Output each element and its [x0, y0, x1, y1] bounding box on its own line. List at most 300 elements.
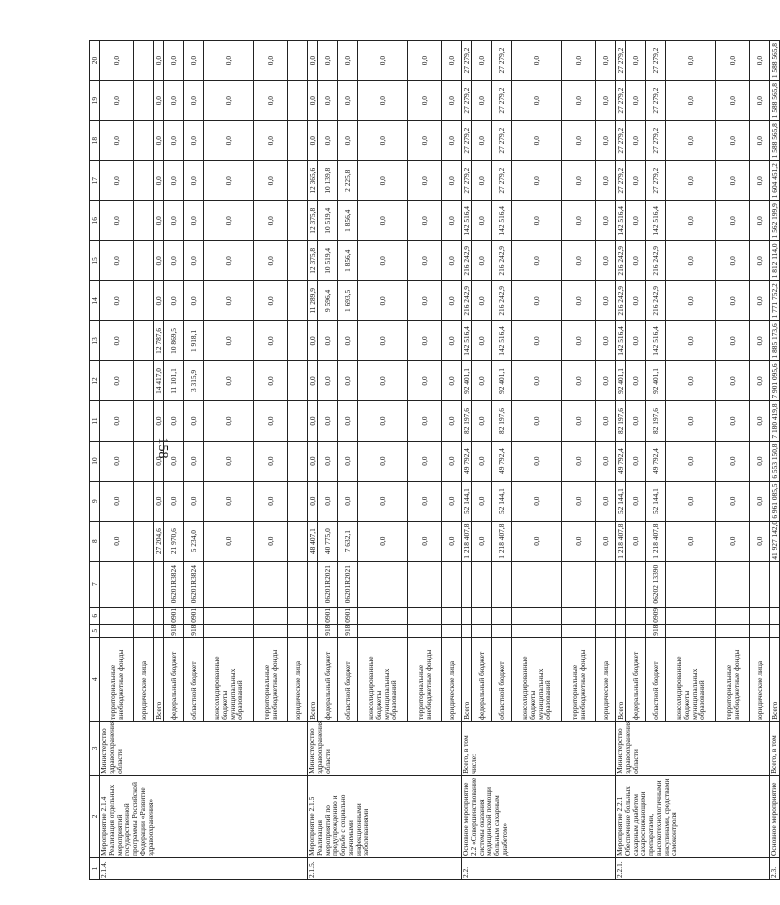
funding-source: консолидированные бюджеты муниципальных образований — [358, 637, 408, 721]
amount-cell: 0,0 — [338, 321, 358, 361]
amount-cell: 0,0 — [596, 481, 616, 521]
amount-cell: 0,0 — [512, 41, 562, 81]
amount-cell: 0,0 — [472, 481, 492, 521]
funding-source: федеральный бюджет — [472, 637, 492, 721]
amount-cell: 1 856,4 — [338, 201, 358, 241]
amount-cell: 0,0 — [338, 401, 358, 441]
amount-cell: 92 401,1 — [646, 361, 666, 401]
amount-cell: 216 242,9 — [492, 241, 512, 281]
amount-cell: 0,0 — [512, 321, 562, 361]
amount-cell: 0,0 — [318, 481, 338, 521]
code-grbs — [596, 624, 616, 637]
amount-cell: 0,0 — [666, 281, 716, 321]
amount-cell: 0,0 — [100, 121, 134, 161]
funding-source: Всего — [308, 637, 318, 721]
amount-cell: 0,0 — [626, 121, 646, 161]
amount-cell: 0,0 — [626, 161, 646, 201]
amount-cell: 0,0 — [254, 241, 288, 281]
amount-cell: 0,0 — [596, 121, 616, 161]
amount-cell: 0,0 — [204, 241, 254, 281]
amount-cell: 49 792,4 — [462, 441, 472, 481]
item-number: 2.2. — [462, 857, 616, 879]
amount-cell: 1 812 114,0 — [770, 241, 780, 281]
code-grbs — [492, 624, 512, 637]
amount-cell: 3 315,9 — [184, 361, 204, 401]
amount-cell: 0,0 — [408, 361, 442, 401]
amount-cell: 0,0 — [308, 121, 318, 161]
amount-cell: 1 218 407,8 — [646, 521, 666, 561]
column-number-7: 7 — [90, 561, 100, 607]
amount-cell — [288, 481, 308, 521]
amount-cell — [134, 401, 154, 441]
amount-cell: 0,0 — [100, 281, 134, 321]
amount-cell: 0,0 — [472, 521, 492, 561]
amount-cell: 6 553 150,8 — [770, 441, 780, 481]
amount-cell: 0,0 — [308, 81, 318, 121]
amount-cell: 27 279,2 — [646, 81, 666, 121]
amount-cell — [288, 121, 308, 161]
code-grbs — [442, 624, 462, 637]
amount-cell: 82 197,6 — [462, 401, 472, 441]
amount-cell: 0,0 — [254, 161, 288, 201]
column-number-20: 20 — [90, 41, 100, 81]
code-section — [100, 607, 134, 624]
amount-cell — [134, 81, 154, 121]
code-target — [254, 561, 288, 607]
amount-cell — [288, 361, 308, 401]
code-section — [770, 607, 780, 624]
funding-source: юридические лица — [750, 637, 770, 721]
amount-cell: 0,0 — [408, 281, 442, 321]
amount-cell: 0,0 — [154, 201, 164, 241]
item-name: Основное мероприятие — [770, 775, 780, 857]
amount-cell: 0,0 — [154, 441, 164, 481]
funding-source: юридические лица — [442, 637, 462, 721]
amount-cell — [134, 321, 154, 361]
amount-cell: 0,0 — [204, 401, 254, 441]
amount-cell: 1 588 565,8 — [770, 81, 780, 121]
code-section — [308, 607, 318, 624]
item-executor: Министерство здравоохранения области — [616, 721, 770, 775]
amount-cell: 1 218 407,8 — [492, 521, 512, 561]
amount-cell: 0,0 — [408, 481, 442, 521]
code-section: 0901 — [318, 607, 338, 624]
amount-cell: 0,0 — [716, 121, 750, 161]
amount-cell: 0,0 — [472, 41, 492, 81]
amount-cell: 27 279,2 — [616, 121, 626, 161]
code-target — [596, 561, 616, 607]
amount-cell: 0,0 — [184, 201, 204, 241]
amount-cell: 0,0 — [154, 121, 164, 161]
amount-cell: 0,0 — [154, 481, 164, 521]
amount-cell: 0,0 — [562, 121, 596, 161]
amount-cell: 0,0 — [100, 161, 134, 201]
amount-cell: 0,0 — [100, 81, 134, 121]
amount-cell: 0,0 — [254, 441, 288, 481]
code-grbs — [512, 624, 562, 637]
amount-cell: 0,0 — [472, 441, 492, 481]
code-target — [134, 561, 154, 607]
column-number-2: 2 — [90, 775, 100, 857]
amount-cell: 0,0 — [666, 481, 716, 521]
funding-source: территориальные внебюджетные фонды — [254, 637, 288, 721]
amount-cell: 0,0 — [408, 201, 442, 241]
amount-cell: 0,0 — [254, 481, 288, 521]
amount-cell: 0,0 — [626, 41, 646, 81]
amount-cell: 0,0 — [716, 321, 750, 361]
item-name: Основное мероприятие 2.2 «Совершенствование системы оказания медицинской помощи больным сахарным диабетом» — [462, 775, 616, 857]
amount-cell: 0,0 — [204, 361, 254, 401]
amount-cell: 0,0 — [512, 121, 562, 161]
amount-cell: 0,0 — [338, 481, 358, 521]
code-grbs — [562, 624, 596, 637]
amount-cell: 0,0 — [626, 521, 646, 561]
amount-cell: 1 604 451,2 — [770, 161, 780, 201]
item-name: Мероприятие 2.2.1 Обеспечение больных сахарным диабетом сахароснижающими препаратами, высокотехнологичными инсулинами, средствами самоконтроля — [616, 775, 770, 857]
amount-cell — [134, 121, 154, 161]
amount-cell: 0,0 — [626, 401, 646, 441]
amount-cell: 216 242,9 — [616, 241, 626, 281]
amount-cell: 0,0 — [750, 361, 770, 401]
amount-cell: 9 596,4 — [318, 281, 338, 321]
amount-cell: 0,0 — [254, 81, 288, 121]
column-number-16: 16 — [90, 201, 100, 241]
amount-cell: 0,0 — [562, 441, 596, 481]
item-number: 2.1.4. — [100, 857, 308, 879]
amount-cell: 216 242,9 — [462, 281, 472, 321]
amount-cell: 0,0 — [512, 521, 562, 561]
column-number-1: 1 — [90, 857, 100, 879]
column-number-19: 19 — [90, 81, 100, 121]
funding-source: Всего — [770, 637, 780, 721]
code-target — [562, 561, 596, 607]
amount-cell: 0,0 — [716, 481, 750, 521]
table-row — [770, 41, 780, 880]
amount-cell: 27 279,2 — [616, 41, 626, 81]
amount-cell: 0,0 — [716, 401, 750, 441]
amount-cell: 0,0 — [562, 361, 596, 401]
funding-source: территориальные внебюджетные фонды — [408, 637, 442, 721]
amount-cell: 0,0 — [408, 401, 442, 441]
amount-cell: 0,0 — [666, 321, 716, 361]
amount-cell: 0,0 — [626, 361, 646, 401]
code-target: 06202 13390 — [646, 561, 666, 607]
amount-cell: 0,0 — [100, 481, 134, 521]
amount-cell: 0,0 — [408, 321, 442, 361]
amount-cell: 0,0 — [164, 81, 184, 121]
amount-cell: 0,0 — [626, 481, 646, 521]
code-target — [716, 561, 750, 607]
amount-cell: 0,0 — [472, 121, 492, 161]
amount-cell: 0,0 — [164, 441, 184, 481]
amount-cell: 0,0 — [100, 201, 134, 241]
amount-cell: 0,0 — [204, 201, 254, 241]
amount-cell: 216 242,9 — [646, 241, 666, 281]
amount-cell: 27 279,2 — [492, 161, 512, 201]
amount-cell: 0,0 — [358, 121, 408, 161]
amount-cell: 27 279,2 — [462, 41, 472, 81]
table-row — [308, 41, 318, 880]
code-target — [100, 561, 134, 607]
code-target: 06201R3824 — [184, 561, 204, 607]
amount-cell: 0,0 — [308, 321, 318, 361]
amount-cell: 0,0 — [254, 361, 288, 401]
code-target — [358, 561, 408, 607]
amount-cell: 0,0 — [562, 401, 596, 441]
amount-cell: 82 197,6 — [616, 401, 626, 441]
code-grbs — [254, 624, 288, 637]
amount-cell: 27 279,2 — [646, 41, 666, 81]
amount-cell: 0,0 — [666, 241, 716, 281]
code-section — [358, 607, 408, 624]
amount-cell: 0,0 — [308, 41, 318, 81]
amount-cell: 0,0 — [716, 241, 750, 281]
amount-cell: 0,0 — [442, 281, 462, 321]
amount-cell: 0,0 — [442, 481, 462, 521]
amount-cell: 0,0 — [408, 161, 442, 201]
column-number-18: 18 — [90, 121, 100, 161]
code-grbs — [408, 624, 442, 637]
amount-cell: 0,0 — [100, 521, 134, 561]
item-executor: Министерство здравоохранения области — [308, 721, 462, 775]
amount-cell: 0,0 — [154, 241, 164, 281]
amount-cell: 0,0 — [358, 281, 408, 321]
amount-cell: 1 588 565,8 — [770, 121, 780, 161]
amount-cell: 0,0 — [184, 81, 204, 121]
amount-cell: 0,0 — [308, 401, 318, 441]
code-section — [462, 607, 472, 624]
code-section — [442, 607, 462, 624]
amount-cell: 0,0 — [596, 241, 616, 281]
amount-cell — [134, 521, 154, 561]
code-grbs: 918 — [338, 624, 358, 637]
amount-cell: 0,0 — [204, 281, 254, 321]
column-number-5: 5 — [90, 624, 100, 637]
amount-cell: 0,0 — [562, 321, 596, 361]
code-grbs — [472, 624, 492, 637]
amount-cell: 0,0 — [254, 201, 288, 241]
code-grbs — [204, 624, 254, 637]
amount-cell: 0,0 — [318, 441, 338, 481]
column-number-15: 15 — [90, 241, 100, 281]
funding-source: территориальные внебюджетные фонды — [562, 637, 596, 721]
budget-table — [89, 40, 780, 880]
amount-cell: 0,0 — [626, 281, 646, 321]
code-target — [308, 561, 318, 607]
amount-cell: 0,0 — [750, 441, 770, 481]
amount-cell: 0,0 — [626, 81, 646, 121]
code-grbs — [666, 624, 716, 637]
amount-cell: 0,0 — [100, 241, 134, 281]
amount-cell: 142 516,4 — [462, 201, 472, 241]
amount-cell — [134, 201, 154, 241]
amount-cell: 0,0 — [184, 281, 204, 321]
amount-cell: 0,0 — [358, 161, 408, 201]
amount-cell: 0,0 — [442, 41, 462, 81]
amount-cell: 27 279,2 — [492, 81, 512, 121]
amount-cell: 0,0 — [184, 41, 204, 81]
amount-cell: 1 588 565,8 — [770, 41, 780, 81]
amount-cell: 0,0 — [626, 321, 646, 361]
amount-cell: 27 204,6 — [154, 521, 164, 561]
code-target — [512, 561, 562, 607]
amount-cell: 142 516,4 — [462, 321, 472, 361]
column-number-8: 8 — [90, 521, 100, 561]
amount-cell — [288, 521, 308, 561]
code-section — [512, 607, 562, 624]
code-section: 0901 — [184, 607, 204, 624]
amount-cell: 0,0 — [562, 161, 596, 201]
amount-cell: 82 197,6 — [492, 401, 512, 441]
amount-cell: 92 401,1 — [616, 361, 626, 401]
code-section — [254, 607, 288, 624]
funding-source: областной бюджет — [338, 637, 358, 721]
code-grbs — [716, 624, 750, 637]
amount-cell: 1 771 752,2 — [770, 281, 780, 321]
amount-cell: 0,0 — [666, 41, 716, 81]
amount-cell: 216 242,9 — [462, 241, 472, 281]
amount-cell: 216 242,9 — [616, 281, 626, 321]
code-grbs — [626, 624, 646, 637]
amount-cell: 27 279,2 — [616, 161, 626, 201]
amount-cell: 27 279,2 — [646, 121, 666, 161]
amount-cell: 0,0 — [154, 401, 164, 441]
amount-cell: 0,0 — [596, 401, 616, 441]
table-row — [616, 41, 626, 880]
amount-cell: 0,0 — [750, 81, 770, 121]
table-row — [462, 41, 472, 880]
amount-cell: 1 693,5 — [338, 281, 358, 321]
code-grbs: 918 — [318, 624, 338, 637]
amount-cell: 1 218 407,8 — [462, 521, 472, 561]
amount-cell: 0,0 — [318, 361, 338, 401]
amount-cell: 0,0 — [318, 401, 338, 441]
amount-cell — [134, 161, 154, 201]
amount-cell: 0,0 — [204, 41, 254, 81]
column-number-9: 9 — [90, 481, 100, 521]
amount-cell: 0,0 — [716, 281, 750, 321]
code-section — [716, 607, 750, 624]
item-name: Мероприятие 2.1.4 Реализация отдельных мероприятий государственной программы Российской Федерации «Развитие здравоохранения» — [100, 775, 308, 857]
column-number-14: 14 — [90, 281, 100, 321]
amount-cell: 0,0 — [358, 361, 408, 401]
amount-cell: 0,0 — [164, 121, 184, 161]
amount-cell: 0,0 — [204, 481, 254, 521]
amount-cell: 0,0 — [408, 41, 442, 81]
code-section — [134, 607, 154, 624]
amount-cell: 0,0 — [338, 41, 358, 81]
amount-cell: 0,0 — [750, 161, 770, 201]
amount-cell: 0,0 — [100, 321, 134, 361]
amount-cell: 14 417,0 — [154, 361, 164, 401]
amount-cell: 0,0 — [408, 121, 442, 161]
amount-cell: 0,0 — [358, 481, 408, 521]
amount-cell: 0,0 — [626, 441, 646, 481]
amount-cell: 0,0 — [184, 441, 204, 481]
amount-cell: 0,0 — [472, 161, 492, 201]
amount-cell: 0,0 — [164, 401, 184, 441]
amount-cell: 0,0 — [100, 361, 134, 401]
funding-source: территориальные внебюджетные фонды — [100, 637, 134, 721]
code-section — [562, 607, 596, 624]
amount-cell: 0,0 — [716, 521, 750, 561]
amount-cell: 52 144,1 — [492, 481, 512, 521]
code-grbs — [358, 624, 408, 637]
amount-cell: 0,0 — [318, 81, 338, 121]
amount-cell: 0,0 — [716, 41, 750, 81]
code-grbs: 918 — [646, 624, 666, 637]
amount-cell: 0,0 — [666, 521, 716, 561]
amount-cell: 11 289,9 — [308, 281, 318, 321]
column-number-12: 12 — [90, 361, 100, 401]
amount-cell: 7 180 419,8 — [770, 401, 780, 441]
amount-cell: 0,0 — [562, 481, 596, 521]
code-section — [472, 607, 492, 624]
code-target: 06201R3824 — [164, 561, 184, 607]
amount-cell — [288, 281, 308, 321]
code-target: 06201R2021 — [338, 561, 358, 607]
code-grbs — [154, 624, 164, 637]
amount-cell: 0,0 — [512, 441, 562, 481]
amount-cell — [288, 81, 308, 121]
amount-cell: 92 401,1 — [462, 361, 472, 401]
amount-cell: 10 139,8 — [318, 161, 338, 201]
code-section: 0901 — [164, 607, 184, 624]
amount-cell: 27 279,2 — [462, 161, 472, 201]
funding-source: областной бюджет — [184, 637, 204, 721]
amount-cell: 0,0 — [318, 121, 338, 161]
amount-cell — [288, 401, 308, 441]
amount-cell: 0,0 — [204, 161, 254, 201]
code-section — [154, 607, 164, 624]
item-name: Мероприятие 2.1.5 Реализация мероприятий по предупреждению и борьбе с социально значимыми инфекционными заболеваниями — [308, 775, 462, 857]
amount-cell: 0,0 — [596, 521, 616, 561]
amount-cell: 142 516,4 — [616, 201, 626, 241]
amount-cell: 0,0 — [750, 281, 770, 321]
amount-cell: 0,0 — [472, 81, 492, 121]
amount-cell: 0,0 — [666, 401, 716, 441]
funding-source: федеральный бюджет — [626, 637, 646, 721]
amount-cell: 0,0 — [716, 201, 750, 241]
column-number-10: 10 — [90, 441, 100, 481]
item-executor: Министерство здравоохранения области — [100, 721, 308, 775]
amount-cell: 52 144,1 — [616, 481, 626, 521]
amount-cell: 0,0 — [358, 521, 408, 561]
rotated-table-container — [89, 40, 779, 880]
amount-cell: 0,0 — [204, 121, 254, 161]
amount-cell: 142 516,4 — [492, 201, 512, 241]
amount-cell: 1 918,1 — [184, 321, 204, 361]
code-target — [666, 561, 716, 607]
amount-cell: 0,0 — [596, 201, 616, 241]
amount-cell: 0,0 — [512, 481, 562, 521]
code-target — [462, 561, 472, 607]
amount-cell: 0,0 — [254, 401, 288, 441]
amount-cell — [134, 281, 154, 321]
funding-source: консолидированные бюджеты муниципальных образований — [666, 637, 716, 721]
amount-cell: 0,0 — [596, 441, 616, 481]
amount-cell — [288, 41, 308, 81]
amount-cell — [288, 241, 308, 281]
code-target — [616, 561, 626, 607]
amount-cell: 0,0 — [626, 241, 646, 281]
amount-cell: 0,0 — [442, 201, 462, 241]
amount-cell: 0,0 — [164, 281, 184, 321]
amount-cell: 0,0 — [318, 41, 338, 81]
amount-cell: 1 885 173,6 — [770, 321, 780, 361]
amount-cell: 142 516,4 — [646, 201, 666, 241]
amount-cell: 0,0 — [472, 321, 492, 361]
